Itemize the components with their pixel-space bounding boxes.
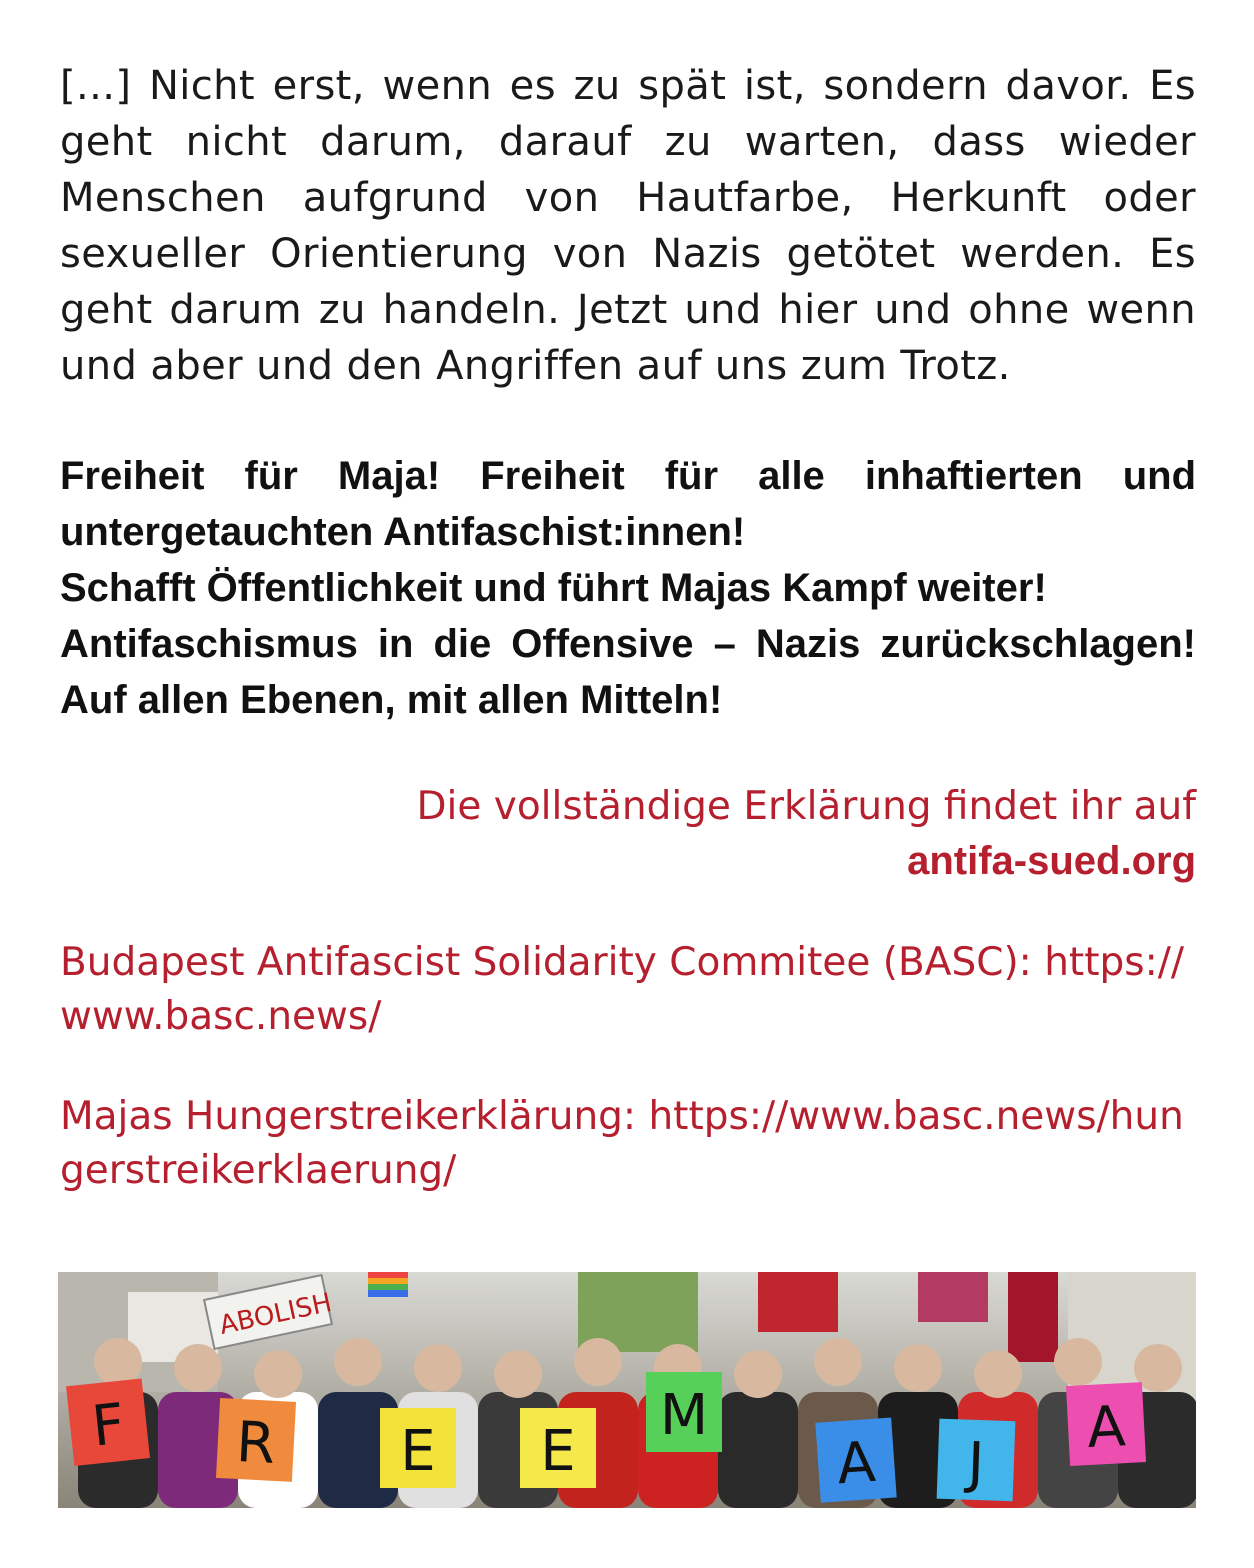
slogan-freedom: Freiheit für Maja! Freiheit für alle inhaftierten und untergetauchten Antifaschist:innen!: [60, 454, 1196, 554]
red-black-flag: [1008, 1272, 1058, 1362]
letter-sign: [520, 1408, 596, 1488]
letter-sign: [815, 1418, 896, 1503]
letter-sign: [1066, 1382, 1146, 1466]
slogan-offensive: Antifaschismus in die Offensive – Nazis zurückschlagen! Auf allen Ebenen, mit allen Mitteln!: [60, 622, 1196, 722]
crowd-person-head: [174, 1344, 222, 1392]
letter-sign-text: F: [88, 1391, 128, 1460]
crowd-person-head: [334, 1338, 382, 1386]
slogans-block: [60, 448, 1196, 728]
free-maja-photo: [58, 1272, 1196, 1508]
letter-sign: [380, 1408, 456, 1488]
crowd-person-body: [718, 1392, 798, 1508]
banner: [918, 1272, 988, 1322]
crowd-person-head: [574, 1338, 622, 1386]
crowd-person-head: [814, 1338, 862, 1386]
crowd-person-head: [974, 1350, 1022, 1398]
letter-sign-text: A: [834, 1429, 878, 1498]
red-flag: [758, 1272, 838, 1332]
slogan-publicity: Schafft Öffentlichkeit und führt Majas Kampf weiter!: [60, 566, 1047, 610]
letter-sign-text: M: [659, 1383, 709, 1448]
source-note: [60, 780, 1196, 888]
source-link[interactable]: antifa-sued.org: [907, 839, 1196, 883]
letter-sign: [216, 1398, 296, 1482]
letter-sign: [66, 1378, 150, 1466]
basc-link[interactable]: Budapest Antifascist Solidarity Commitee (BASC): https://www.basc.news/: [60, 940, 1184, 1039]
crowd-person-head: [94, 1338, 142, 1386]
letter-sign: [646, 1372, 722, 1452]
letter-sign-text: E: [540, 1419, 576, 1484]
letter-sign-text: E: [400, 1419, 436, 1484]
abolish-sign-text: ABOLISH: [216, 1287, 335, 1341]
source-text: Die vollständige Erklärung findet ihr auf: [416, 784, 1196, 829]
letter-sign-text: R: [234, 1409, 277, 1477]
protest-photo-illustration: [58, 1272, 1196, 1508]
crowd-person-head: [894, 1344, 942, 1392]
intro-paragraph: [...] Nicht erst, wenn es zu spät ist, sondern davor. Es geht nicht darum, darauf zu warten, dass wieder Menschen aufgrund von Hautfarbe, Herkunft oder sexueller Orientierung von Nazis getötet werden. Es geht darum zu handeln. Jetzt und hier und ohne wenn und aber und den Angriffen auf uns zum Trotz.: [60, 63, 1196, 389]
crowd-person-head: [734, 1350, 782, 1398]
hunger-strike-link[interactable]: Majas Hungerstreikerklärung: https://www.basc.news/hungerstreikerklaerung/: [60, 1094, 1184, 1193]
letter-sign-text: J: [966, 1430, 986, 1497]
crowd-person-head: [254, 1350, 302, 1398]
letter-sign: [937, 1419, 1016, 1502]
crowd-person-head: [414, 1344, 462, 1392]
crowd-person-head: [494, 1350, 542, 1398]
crowd-person-head: [1054, 1338, 1102, 1386]
letter-sign-text: A: [1085, 1394, 1128, 1462]
